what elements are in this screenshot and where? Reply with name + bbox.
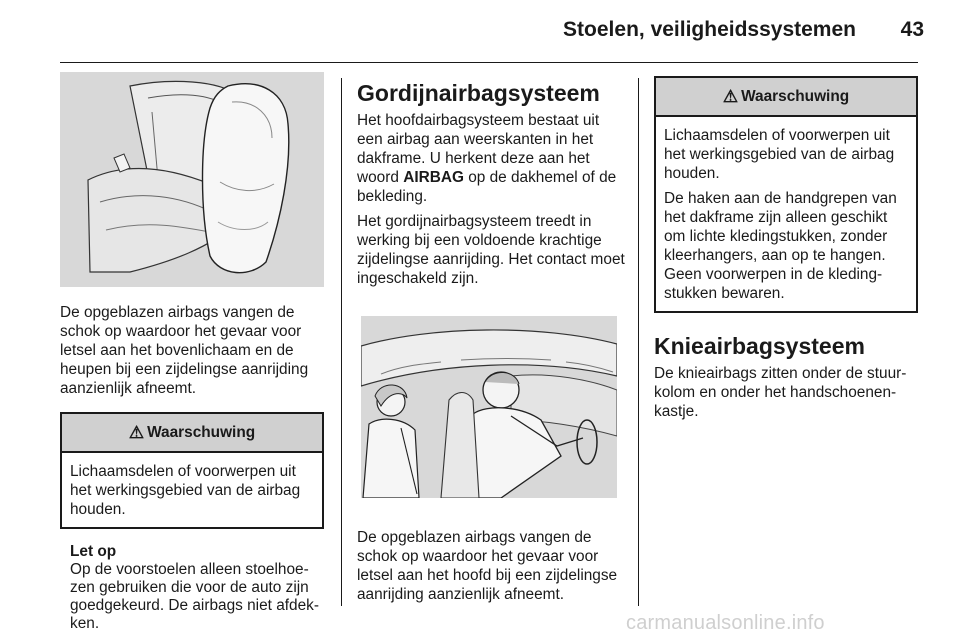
- curtain-airbag-paragraph-1: [357, 111, 625, 206]
- warning-triangle-icon: ⚠: [722, 86, 739, 106]
- para-text-before: Het hoofdairbagsysteem bestaat uit een airbag aan weerskanten in het dakframe. U herkent deze aan het woord: [357, 112, 600, 186]
- column-1: [60, 72, 324, 633]
- warning-text: Lichaamsdelen of voorwerpen uit het werkingsgebied van de airbag houden.: [70, 463, 301, 518]
- airbag-word: AIRBAG: [403, 169, 464, 186]
- warning-header: [62, 414, 322, 453]
- section-heading-curtain-airbag: Gordijnairbagsysteem: [357, 80, 600, 106]
- watermark: carmanualsonline.info: [626, 612, 825, 634]
- column-divider-1: [341, 78, 342, 606]
- warning-body: [62, 453, 322, 527]
- curtain-airbag-illustration: [361, 316, 617, 498]
- warning-box-side-airbag: [60, 412, 324, 529]
- para-text-after: op de dakhemel of de bekleding.: [357, 169, 617, 205]
- curtain-airbag-caption: De opgeblazen airbags vangen de schok op waardoor het gevaar voor letsel aan het hoofd bij een zijdelingse aanrijding aanzienlijk afneemt.: [357, 529, 618, 603]
- note-label: Let op: [70, 543, 117, 560]
- page-number: 43: [900, 18, 924, 41]
- seat-airbag-illustration: [60, 72, 324, 287]
- warning-title: Waarschuwing: [147, 423, 256, 441]
- column-divider-2: [638, 78, 639, 606]
- column-3: [654, 72, 918, 421]
- column-2: [357, 72, 625, 604]
- note-block: [70, 543, 324, 633]
- knee-airbag-paragraph: De knieairbags zitten onder de stuurkolom en onder het handschoenenkastje.: [654, 365, 907, 420]
- side-airbag-paragraph: De opgeblazen airbags vangen de schok op waardoor het gevaar voor letsel aan het bovenlichaam en de heupen bij een zijdelingse aanrijding aanzienlijk afneemt.: [60, 304, 309, 397]
- warning-box-curtain-airbag: [654, 76, 918, 313]
- header-rule: [60, 62, 918, 63]
- note-text: Op de voorstoelen alleen stoelhoezen gebruiken die voor de auto zijn goedgekeurd. De airbags niet afdekken.: [70, 561, 319, 632]
- warning-body: [656, 117, 916, 311]
- warning-header: [656, 78, 916, 117]
- warning-title: Waarschuwing: [741, 87, 850, 105]
- warning-text-2: De haken aan de handgrepen van het dakframe zijn alleen geschikt om lichte kledingstukken, zonder kleerhangers, aan op te hangen. Geen voorwerpen in de kledingstukken bewaren.: [664, 190, 897, 302]
- warning-triangle-icon: ⚠: [128, 422, 145, 442]
- page-header-title: Stoelen, veiligheidssystemen: [563, 18, 856, 41]
- warning-text-1: Lichaamsdelen of voorwerpen uit het werkingsgebied van de airbag houden.: [664, 127, 895, 182]
- section-heading-knee-airbag: Knieairbagsysteem: [654, 333, 865, 359]
- curtain-airbag-paragraph-2: Het gordijnairbagsysteem treedt in werking bij een voldoende krachtige zijdelingse aanrijding. Het contact moet ingeschakeld zijn.: [357, 213, 625, 287]
